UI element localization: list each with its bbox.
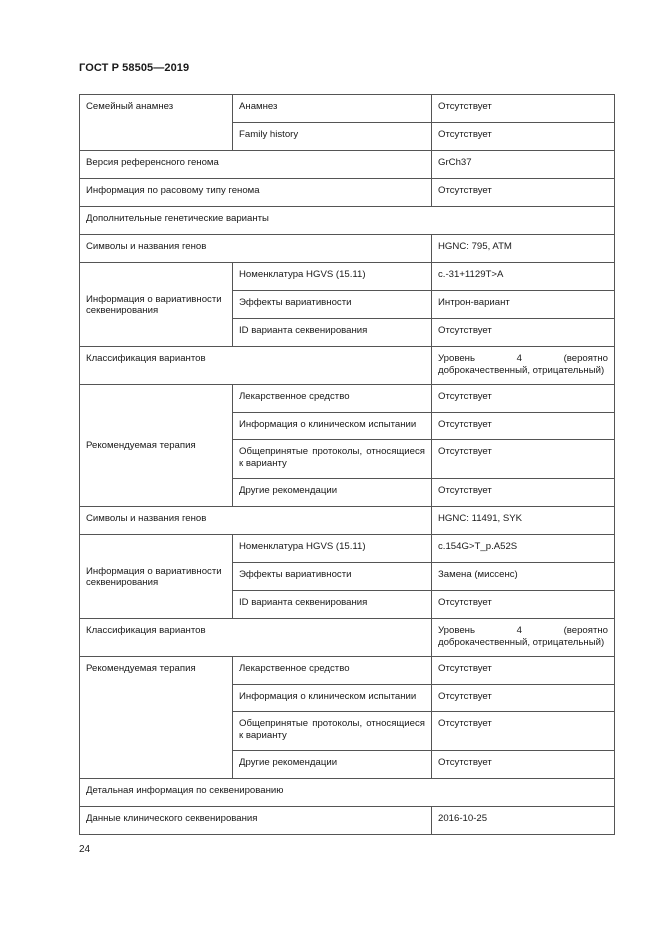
- row-value: Интрон-вариант: [432, 291, 615, 319]
- table-row: [80, 507, 615, 535]
- table-row: [80, 347, 615, 385]
- row-sub-label: Общепринятые протоколы, относящиеся к варианту: [233, 440, 432, 479]
- row-sub-label: Другие рекомендации: [233, 751, 432, 779]
- row-value: Отсутствует: [432, 123, 615, 151]
- row-value: Отсутствует: [432, 440, 615, 479]
- page-number: 24: [79, 844, 91, 855]
- row-sub-label: Анамнез: [233, 95, 432, 123]
- row-sub-label: Информация о клиническом испытании: [233, 413, 432, 440]
- row-value: Отсутствует: [432, 179, 615, 207]
- row-label: Символы и названия генов: [80, 507, 432, 535]
- row-value: c.154G>T_p.A52S: [432, 535, 615, 563]
- table-row: [80, 385, 615, 413]
- table-row: [80, 235, 615, 263]
- row-value: Отсутствует: [432, 95, 615, 123]
- row-value: Отсутствует: [432, 751, 615, 779]
- table-row: [80, 807, 615, 835]
- row-sub-label: Информация о клиническом испытании: [233, 685, 432, 712]
- row-label: Классификация вариантов: [80, 347, 432, 385]
- row-sub-label: Общепринятые протоколы, относящиеся к варианту: [233, 712, 432, 751]
- row-sub-label: Лекарственное средство: [233, 657, 432, 685]
- table-row: [80, 263, 615, 291]
- row-sub-label: Номенклатура HGVS (15.11): [233, 263, 432, 291]
- table-row: [80, 779, 615, 807]
- row-sub-label: Номенклатура HGVS (15.11): [233, 535, 432, 563]
- row-label: Семейный анамнез: [80, 95, 233, 151]
- table-row: [80, 619, 615, 657]
- table-row: [80, 535, 615, 563]
- row-sub-label: Эффекты вариативности: [233, 291, 432, 319]
- table-row: [80, 179, 615, 207]
- row-label: Символы и названия генов: [80, 235, 432, 263]
- row-sub-label: Лекарственное средство: [233, 385, 432, 413]
- section-heading: Дополнительные генетические варианты: [80, 207, 615, 235]
- row-label: Данные клинического секвенирования: [80, 807, 432, 835]
- row-value: Отсутствует: [432, 479, 615, 507]
- table-row: [80, 151, 615, 179]
- row-sub-label: ID варианта секвенирования: [233, 591, 432, 619]
- genetic-report-table: [79, 94, 615, 835]
- row-value: Отсутствует: [432, 712, 615, 751]
- row-value: HGNC: 11491, SYK: [432, 507, 615, 535]
- row-label: Рекомендуемая терапия: [80, 385, 233, 507]
- row-value: Замена (миссенс): [432, 563, 615, 591]
- row-sub-label: Family history: [233, 123, 432, 151]
- table-row: [80, 95, 615, 123]
- row-value: Отсутствует: [432, 685, 615, 712]
- row-label: Классификация вариантов: [80, 619, 432, 657]
- row-label: Информация о вариативности секвенирования: [80, 263, 233, 347]
- row-value: c.-31+1129T>A: [432, 263, 615, 291]
- row-value: Отсутствует: [432, 385, 615, 413]
- row-value: GrCh37: [432, 151, 615, 179]
- section-heading: Детальная информация по секвенированию: [80, 779, 615, 807]
- table-row: [80, 207, 615, 235]
- row-label: Информация о вариативности секвенирования: [80, 535, 233, 619]
- row-value: HGNC: 795, ATM: [432, 235, 615, 263]
- row-value: 2016-10-25: [432, 807, 615, 835]
- row-value: Отсутствует: [432, 413, 615, 440]
- row-value: Уровень 4 (вероятно доброкачественный, отрицательный): [432, 619, 615, 657]
- document-code: ГОСТ Р 58505—2019: [79, 62, 190, 74]
- row-sub-label: Эффекты вариативности: [233, 563, 432, 591]
- row-value: Отсутствует: [432, 319, 615, 347]
- row-label: Информация по расовому типу генома: [80, 179, 432, 207]
- row-sub-label: Другие рекомендации: [233, 479, 432, 507]
- row-value: Уровень 4 (вероятно доброкачественный, отрицательный): [432, 347, 615, 385]
- row-label: Версия референсного генома: [80, 151, 432, 179]
- row-label: Рекомендуемая терапия: [80, 657, 233, 779]
- row-value: Отсутствует: [432, 657, 615, 685]
- row-sub-label: ID варианта секвенирования: [233, 319, 432, 347]
- row-value: Отсутствует: [432, 591, 615, 619]
- table-row: [80, 657, 615, 685]
